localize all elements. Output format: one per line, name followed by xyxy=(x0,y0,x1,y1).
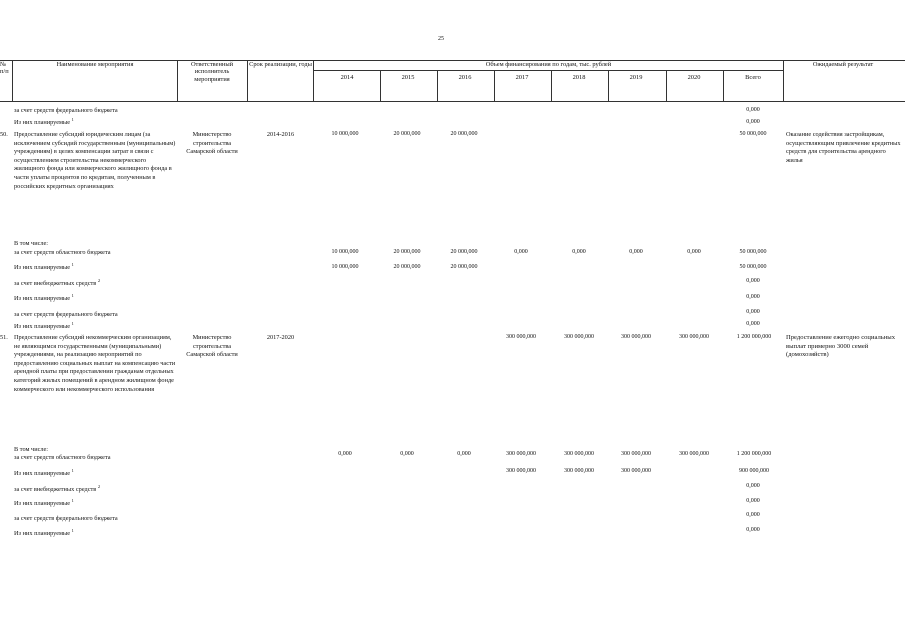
item-50-row-regional: за счет средств областного бюджета xyxy=(14,249,111,256)
top-row-planned: Из них планируемые $^1$ xyxy=(14,116,74,126)
item-51-result: Предоставление ежегодно социальных выплат примерно 3000 семей (домохозяйств) xyxy=(786,334,896,359)
item-51-row-planned-2019: 300 000,000 xyxy=(621,468,651,474)
item-51-row-regional-2015: 0,000 xyxy=(400,451,414,457)
item-51-no: 51. xyxy=(0,334,8,341)
item-50-row-regional-2015: 20 000,000 xyxy=(393,249,421,255)
item-50-row-regional-2014: 10 000,000 xyxy=(331,249,359,255)
item-50-row-planned: Из них планируемые $^1$ xyxy=(14,261,74,271)
item-50-row-regional-2020: 0,000 xyxy=(687,249,701,255)
item-51-v2020: 300 000,000 xyxy=(679,334,709,340)
header-year-total: Всего xyxy=(745,74,761,81)
item-50-row-regional-2019: 0,000 xyxy=(629,249,643,255)
item-51-row-planned-2018: 300 000,000 xyxy=(564,468,594,474)
header-year-2020: 2020 xyxy=(687,74,701,81)
item-50-row-regional-total: 50 000,000 xyxy=(739,249,767,255)
item-51-row-regional-total: 1 200 000,000 xyxy=(736,451,772,457)
item-51-row-federal: за счет средств федерального бюджета xyxy=(14,515,118,522)
item-51-row-regional-2019: 300 000,000 xyxy=(621,451,651,457)
item-50-row-regional-2016: 20 000,000 xyxy=(450,249,478,255)
item-51-v2018: 300 000,000 xyxy=(564,334,594,340)
header-col-result: Ожидаемый результат xyxy=(812,61,874,68)
item-50-row-planned-3-total: 0,000 xyxy=(746,321,760,327)
item-51-row-regional-2018: 300 000,000 xyxy=(564,451,594,457)
item-51-term: 2017-2020 xyxy=(266,334,295,341)
item-50-v2015: 20 000,000 xyxy=(393,131,421,137)
item-50-row-federal-total: 0,000 xyxy=(746,309,760,315)
item-50-v2016: 20 000,000 xyxy=(450,131,478,137)
header-col-name: Наименование мероприятия xyxy=(56,61,134,68)
header-col-resp: Ответственный исполнитель мероприятия xyxy=(190,61,234,83)
item-50-v2014: 10 000,000 xyxy=(331,131,359,137)
item-50-row-federal: за счет средств федерального бюджета xyxy=(14,311,118,318)
item-50-row-planned-2014: 10 000,000 xyxy=(331,264,359,270)
item-50-term: 2014-2016 xyxy=(266,131,295,138)
item-50-row-extrabudget: за счет внебюджетных средств $^2$ xyxy=(14,277,101,287)
item-51-name: Предоставление субсидий некоммерческим организациям, не являющимся государственными (муниципальными) учреждениями, на реализацию мероприятий по предоставлению социальных выплат на компенсацию части арендной платы при предоставлении гражданам отдельных категорий жилых помещений в арендном жилищном фонде коммерческого или некоммерческого использования xyxy=(14,334,176,393)
header-year-2019: 2019 xyxy=(629,74,643,81)
item-51-row-regional: за счет средств областного бюджета xyxy=(14,454,111,461)
item-51-row-planned-3-total: 0,000 xyxy=(746,527,760,533)
item-50-row-extrabudget-total: 0,000 xyxy=(746,278,760,284)
item-51-row-planned-2: Из них планируемые $^1$ xyxy=(14,497,74,507)
item-51-v2019: 300 000,000 xyxy=(621,334,651,340)
item-51-row-regional-2016: 0,000 xyxy=(457,451,471,457)
item-51-resp: Министерство строительства Самарской области xyxy=(186,334,238,359)
item-51-row-planned-2-total: 0,000 xyxy=(746,498,760,504)
item-50-including: В том числе: xyxy=(14,240,49,247)
header-col-no: № п/п xyxy=(0,61,9,76)
item-50-vtotal: 50 000,000 xyxy=(739,131,767,137)
item-51-row-planned-3: Из них планируемые $^1$ xyxy=(14,527,74,537)
item-51-row-planned-total: 900 000,000 xyxy=(739,468,769,474)
header-year-2015: 2015 xyxy=(401,74,415,81)
item-50-row-regional-2017: 0,000 xyxy=(514,249,528,255)
item-51-vtotal: 1 200 000,000 xyxy=(736,334,772,340)
header-col-funding: Объем финансирования по годам, тыс. рублей xyxy=(485,61,612,68)
item-50-result: Оказание содействия застройщикам, осуществляющим привлечение кредитных средств для строительства арендного жилья xyxy=(786,131,901,164)
item-51-row-regional-2017: 300 000,000 xyxy=(506,451,536,457)
header-year-2014: 2014 xyxy=(340,74,354,81)
item-51-v2017: 300 000,000 xyxy=(506,334,536,340)
item-50-row-regional-2018: 0,000 xyxy=(572,249,586,255)
item-51-row-planned: Из них планируемые $^1$ xyxy=(14,467,74,477)
item-51-row-federal-total: 0,000 xyxy=(746,512,760,518)
item-51-including: В том числе: xyxy=(14,446,49,453)
item-50-row-planned-2-total: 0,000 xyxy=(746,294,760,300)
item-51-row-extrabudget: за счет внебюджетных средств $^2$ xyxy=(14,483,101,493)
item-50-name: Предоставление субсидий юридическим лицам (за исключением субсидий государственным (муниципальным) учреждениям) в целях компенсации затрат в связи с осуществлением строительства некоммерческого жилищного фонда или коммерческого жилищного фонда в части уплаты процентов по кредитам, полученным в российских кредитных организациях xyxy=(14,131,176,190)
item-51-row-planned-2017: 300 000,000 xyxy=(506,468,536,474)
page-number: 25 xyxy=(438,36,444,42)
header-year-2018: 2018 xyxy=(572,74,586,81)
header-year-2016: 2016 xyxy=(458,74,472,81)
item-50-row-planned-2016: 20 000,000 xyxy=(450,264,478,270)
item-50-row-planned-2: Из них планируемые $^1$ xyxy=(14,292,74,302)
header-col-term: Срок реализации, годы xyxy=(249,61,312,68)
item-50-resp: Министерство строительства Самарской области xyxy=(186,131,238,156)
item-50-row-planned-2015: 20 000,000 xyxy=(393,264,421,270)
item-50-no: 50. xyxy=(0,131,8,138)
item-51-row-extrabudget-total: 0,000 xyxy=(746,483,760,489)
top-row-planned-total: 0,000 xyxy=(746,119,760,125)
top-row-federal-total: 0,000 xyxy=(746,107,760,113)
item-51-row-regional-2020: 300 000,000 xyxy=(679,451,709,457)
item-50-row-planned-total: 50 000,000 xyxy=(739,264,767,270)
item-50-row-planned-3: Из них планируемые $^1$ xyxy=(14,320,74,330)
top-row-federal: за счет средств федерального бюджета xyxy=(14,107,118,114)
header-year-2017: 2017 xyxy=(515,74,529,81)
item-51-row-regional-2014: 0,000 xyxy=(338,451,352,457)
